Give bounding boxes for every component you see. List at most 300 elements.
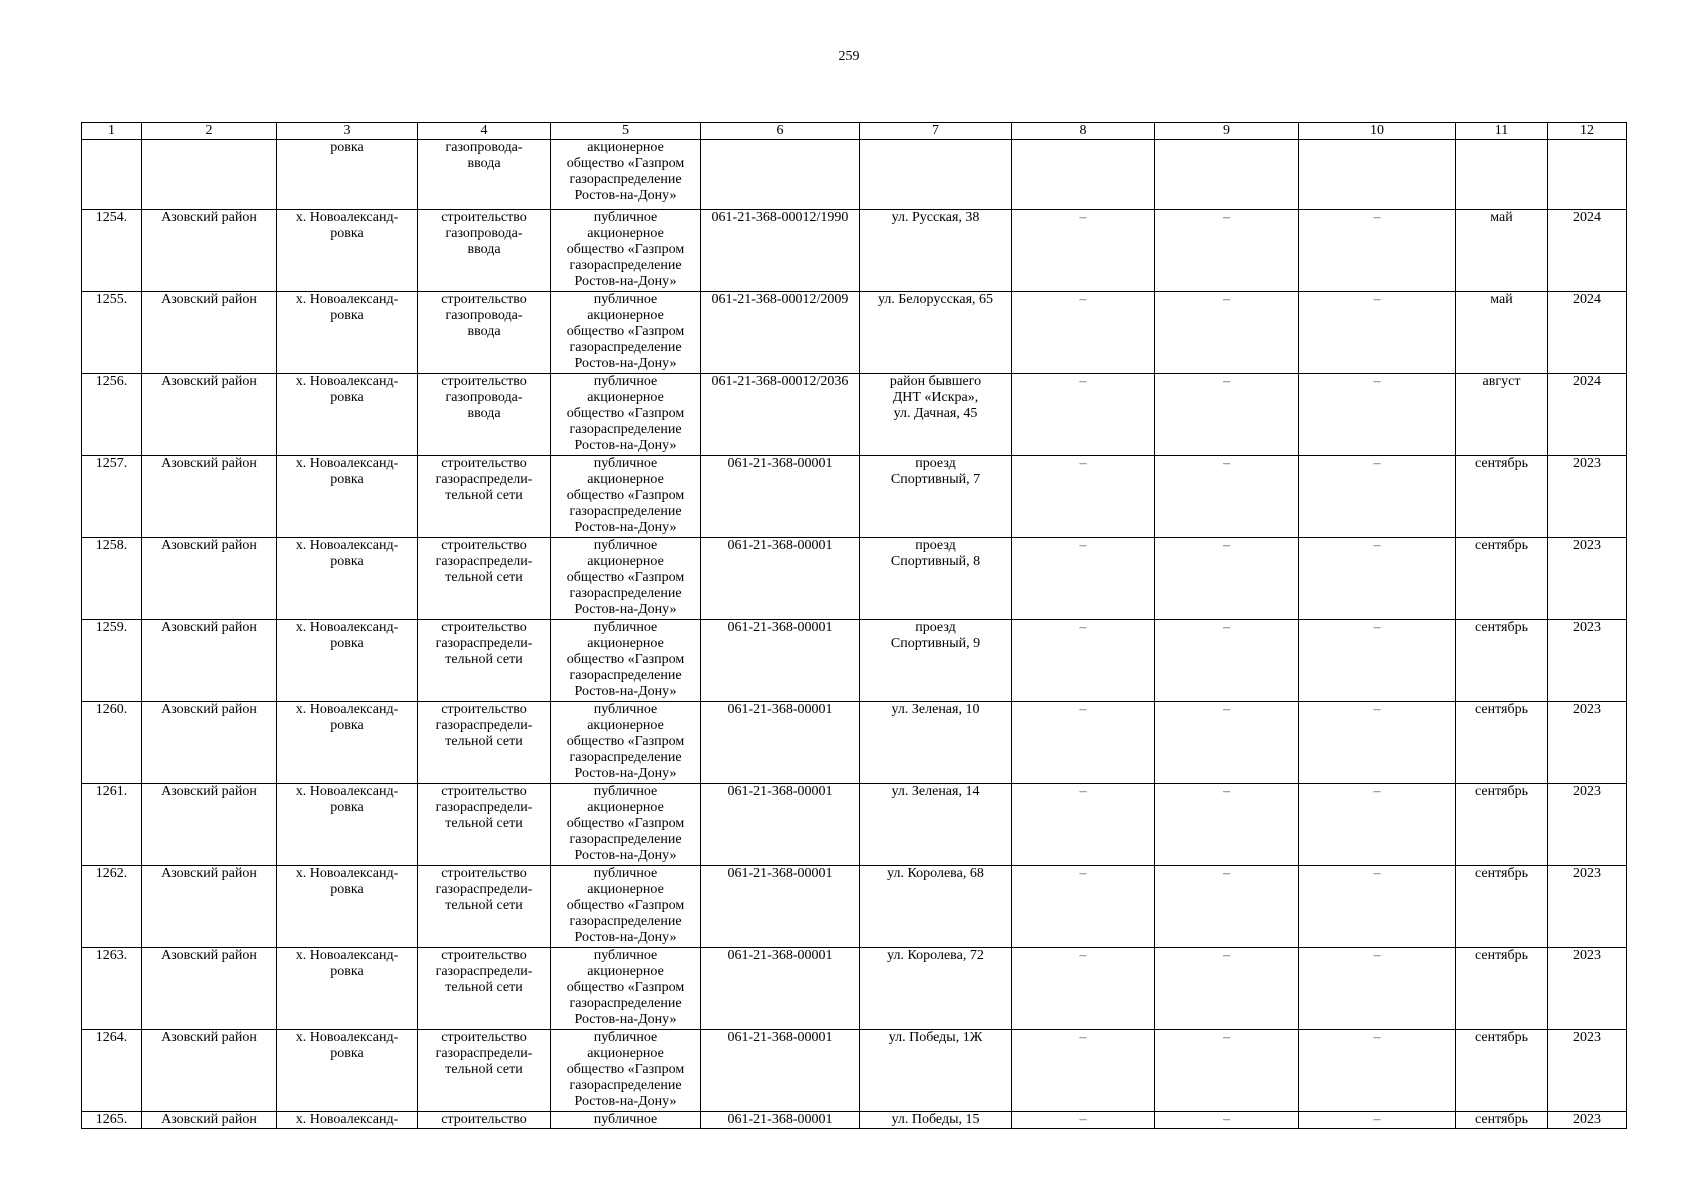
- column-header: 6: [701, 123, 860, 140]
- district-cell: Азовский район: [142, 1112, 277, 1129]
- work-type-cell-line: строительство: [441, 702, 527, 717]
- settlement-cell: [277, 292, 418, 374]
- organization-cell-line: акционерное: [587, 882, 664, 897]
- settlement-cell-line: ровка: [330, 554, 364, 569]
- settlement-cell-line: х. Новоалександ-: [295, 866, 399, 881]
- address-cell-line: проезд: [915, 456, 956, 471]
- work-type-cell-line: газораспредели-: [435, 636, 533, 651]
- table-row: [82, 948, 1627, 1030]
- column-10-cell: –: [1299, 538, 1456, 620]
- work-type-cell-line: строительство: [441, 210, 527, 225]
- organization-cell-line: акционерное: [587, 308, 664, 323]
- work-type-cell-line: тельной сети: [445, 898, 523, 913]
- organization-cell-line: газораспределение: [569, 668, 682, 683]
- column-8-cell: –: [1012, 948, 1155, 1030]
- organization-cell-line: газораспределение: [569, 1078, 682, 1093]
- column-header: 9: [1155, 123, 1299, 140]
- work-type-cell-line: строительство: [441, 374, 527, 389]
- organization-cell-line: акционерное: [587, 226, 664, 241]
- organization-cell: [551, 456, 701, 538]
- organization-cell-line: публичное: [593, 374, 658, 389]
- year-cell: 2024: [1548, 292, 1627, 374]
- settlement-cell: [277, 210, 418, 292]
- table-row: [82, 456, 1627, 538]
- organization-cell-line: общество «Газпром: [566, 1062, 685, 1077]
- work-type-cell-line: ввода: [467, 242, 501, 257]
- settlement-cell-line: х. Новоалександ-: [295, 1112, 399, 1127]
- settlement-cell: [277, 948, 418, 1030]
- column-header: 2: [142, 123, 277, 140]
- organization-cell-line: общество «Газпром: [566, 898, 685, 913]
- address-cell: [860, 866, 1012, 948]
- settlement-cell-line: х. Новоалександ-: [295, 538, 399, 553]
- work-type-cell-line: строительство: [441, 866, 527, 881]
- organization-cell-line: Ростов-на-Дону»: [574, 274, 677, 289]
- address-cell-line: Спортивный, 8: [890, 554, 981, 569]
- work-type-cell-line: газораспредели-: [435, 1046, 533, 1061]
- page-number: 259: [838, 49, 860, 64]
- organization-cell-line: общество «Газпром: [566, 816, 685, 831]
- code-cell: 061-21-368-00001: [701, 620, 860, 702]
- work-type-cell-line: строительство: [441, 948, 527, 963]
- row-number-cell: [82, 140, 142, 210]
- organization-cell-line: Ростов-на-Дону»: [574, 438, 677, 453]
- row-number-cell: 1265.: [82, 1112, 142, 1129]
- address-cell: [860, 948, 1012, 1030]
- column-10-cell: [1299, 140, 1456, 210]
- work-type-cell-line: газопровода-: [445, 226, 523, 241]
- organization-cell: [551, 702, 701, 784]
- organization-cell-line: акционерное: [587, 140, 664, 155]
- row-number-cell: 1261.: [82, 784, 142, 866]
- settlement-cell-line: ровка: [330, 226, 364, 241]
- year-cell: 2024: [1548, 210, 1627, 292]
- work-type-cell-line: строительство: [441, 538, 527, 553]
- organization-cell-line: газораспределение: [569, 258, 682, 273]
- column-10-cell: –: [1299, 456, 1456, 538]
- column-10-cell: –: [1299, 866, 1456, 948]
- settlement-cell-line: х. Новоалександ-: [295, 620, 399, 635]
- organization-cell-line: публичное: [593, 784, 658, 799]
- settlement-cell-line: х. Новоалександ-: [295, 292, 399, 307]
- organization-cell-line: акционерное: [587, 554, 664, 569]
- work-type-cell: [418, 374, 551, 456]
- code-cell: 061-21-368-00001: [701, 538, 860, 620]
- organization-cell-line: акционерное: [587, 800, 664, 815]
- column-10-cell: –: [1299, 1112, 1456, 1129]
- table-row: [82, 1030, 1627, 1112]
- address-cell-line: проезд: [915, 620, 956, 635]
- district-cell: Азовский район: [142, 374, 277, 456]
- column-10-cell: –: [1299, 702, 1456, 784]
- organization-cell-line: публичное: [593, 538, 658, 553]
- column-8-cell: –: [1012, 1030, 1155, 1112]
- organization-cell: [551, 948, 701, 1030]
- work-type-cell-line: газопровода-: [445, 390, 523, 405]
- organization-cell-line: публичное: [593, 702, 658, 717]
- work-type-cell-line: ввода: [467, 324, 501, 339]
- column-8-cell: –: [1012, 374, 1155, 456]
- address-cell: [860, 1112, 1012, 1129]
- organization-cell: [551, 866, 701, 948]
- work-type-cell-line: тельной сети: [445, 980, 523, 995]
- organization-cell-line: газораспределение: [569, 422, 682, 437]
- address-cell: [860, 456, 1012, 538]
- settlement-cell-line: ровка: [330, 882, 364, 897]
- column-8-cell: –: [1012, 620, 1155, 702]
- work-type-cell-line: газопровода-: [445, 140, 523, 155]
- organization-cell-line: общество «Газпром: [566, 324, 685, 339]
- organization-cell-line: акционерное: [587, 472, 664, 487]
- organization-cell-line: Ростов-на-Дону»: [574, 930, 677, 945]
- organization-cell: [551, 374, 701, 456]
- organization-cell: [551, 140, 701, 210]
- settlement-cell-line: х. Новоалександ-: [295, 374, 399, 389]
- work-type-cell-line: строительство: [441, 292, 527, 307]
- month-cell: сентябрь: [1456, 702, 1548, 784]
- column-10-cell: –: [1299, 620, 1456, 702]
- table-row: [82, 1112, 1627, 1129]
- year-cell: 2023: [1548, 1030, 1627, 1112]
- column-header: 12: [1548, 123, 1627, 140]
- column-8-cell: –: [1012, 292, 1155, 374]
- organization-cell: [551, 1112, 701, 1129]
- row-number-cell: 1260.: [82, 702, 142, 784]
- district-cell: Азовский район: [142, 538, 277, 620]
- organization-cell-line: Ростов-на-Дону»: [574, 520, 677, 535]
- year-cell: 2023: [1548, 538, 1627, 620]
- work-type-cell-line: газораспредели-: [435, 964, 533, 979]
- row-number-cell: 1254.: [82, 210, 142, 292]
- address-cell-line: проезд: [915, 538, 956, 553]
- code-cell: 061-21-368-00001: [701, 456, 860, 538]
- code-cell: 061-21-368-00001: [701, 702, 860, 784]
- work-type-cell: [418, 140, 551, 210]
- year-cell: 2023: [1548, 1112, 1627, 1129]
- column-10-cell: –: [1299, 210, 1456, 292]
- organization-cell-line: публичное: [593, 456, 658, 471]
- organization-cell-line: газораспределение: [569, 832, 682, 847]
- work-type-cell-line: строительство: [441, 1030, 527, 1045]
- address-cell: [860, 292, 1012, 374]
- organization-cell: [551, 1030, 701, 1112]
- organization-cell-line: общество «Газпром: [566, 570, 685, 585]
- address-cell: [860, 1030, 1012, 1112]
- organization-cell-line: публичное: [593, 866, 658, 881]
- code-cell: 061-21-368-00001: [701, 1030, 860, 1112]
- column-header: 11: [1456, 123, 1548, 140]
- settlement-cell: [277, 538, 418, 620]
- work-type-cell-line: газораспредели-: [435, 800, 533, 815]
- district-cell: Азовский район: [142, 456, 277, 538]
- address-cell-line: ул. Королева, 72: [887, 948, 984, 963]
- column-header: 5: [551, 123, 701, 140]
- work-type-cell: [418, 702, 551, 784]
- organization-cell-line: публичное: [593, 1030, 658, 1045]
- address-cell-line: ул. Королева, 68: [887, 866, 984, 881]
- column-header: 1: [82, 123, 142, 140]
- work-type-cell-line: тельной сети: [445, 734, 523, 749]
- year-cell: [1548, 140, 1627, 210]
- month-cell: сентябрь: [1456, 456, 1548, 538]
- table-row: [82, 292, 1627, 374]
- column-10-cell: –: [1299, 374, 1456, 456]
- organization-cell-line: общество «Газпром: [566, 488, 685, 503]
- settlement-cell-line: ровка: [330, 390, 364, 405]
- address-cell-line: Спортивный, 7: [890, 472, 981, 487]
- work-type-cell-line: газораспредели-: [435, 718, 533, 733]
- organization-cell-line: Ростов-на-Дону»: [574, 602, 677, 617]
- column-header: 3: [277, 123, 418, 140]
- month-cell: сентябрь: [1456, 866, 1548, 948]
- work-type-cell: [418, 866, 551, 948]
- month-cell: май: [1456, 292, 1548, 374]
- address-cell-line: район бывшего: [889, 374, 982, 389]
- registry-body: [82, 140, 1627, 1129]
- column-9-cell: –: [1155, 374, 1299, 456]
- address-cell: [860, 784, 1012, 866]
- work-type-cell-line: ввода: [467, 156, 501, 171]
- organization-cell-line: общество «Газпром: [566, 242, 685, 257]
- column-8-cell: [1012, 140, 1155, 210]
- organization-cell-line: Ростов-на-Дону»: [574, 1094, 677, 1109]
- organization-cell-line: общество «Газпром: [566, 734, 685, 749]
- organization-cell: [551, 210, 701, 292]
- column-9-cell: –: [1155, 538, 1299, 620]
- settlement-cell-line: ровка: [330, 636, 364, 651]
- organization-cell-line: газораспределение: [569, 914, 682, 929]
- row-number-cell: 1262.: [82, 866, 142, 948]
- organization-cell-line: Ростов-на-Дону»: [574, 848, 677, 863]
- address-cell-line: ул. Белорусская, 65: [877, 292, 994, 307]
- district-cell: [142, 140, 277, 210]
- column-10-cell: –: [1299, 1030, 1456, 1112]
- month-cell: сентябрь: [1456, 620, 1548, 702]
- organization-cell: [551, 292, 701, 374]
- month-cell: май: [1456, 210, 1548, 292]
- column-9-cell: –: [1155, 702, 1299, 784]
- column-10-cell: –: [1299, 292, 1456, 374]
- settlement-cell-line: ровка: [330, 140, 364, 155]
- settlement-cell: [277, 1112, 418, 1129]
- registry-table: [81, 122, 1627, 1129]
- work-type-cell-line: тельной сети: [445, 816, 523, 831]
- organization-cell-line: акционерное: [587, 390, 664, 405]
- column-10-cell: –: [1299, 784, 1456, 866]
- district-cell: Азовский район: [142, 702, 277, 784]
- settlement-cell-line: ровка: [330, 472, 364, 487]
- settlement-cell: [277, 702, 418, 784]
- year-cell: 2023: [1548, 948, 1627, 1030]
- column-9-cell: –: [1155, 948, 1299, 1030]
- address-cell: [860, 374, 1012, 456]
- organization-cell-line: акционерное: [587, 964, 664, 979]
- work-type-cell-line: строительство: [441, 620, 527, 635]
- month-cell: сентябрь: [1456, 784, 1548, 866]
- address-cell: [860, 702, 1012, 784]
- work-type-cell-line: газопровода-: [445, 308, 523, 323]
- address-cell-line: ул. Дачная, 45: [893, 406, 978, 421]
- month-cell: сентябрь: [1456, 948, 1548, 1030]
- organization-cell-line: Ростов-на-Дону»: [574, 188, 677, 203]
- row-number-cell: 1264.: [82, 1030, 142, 1112]
- year-cell: 2023: [1548, 784, 1627, 866]
- year-cell: 2023: [1548, 620, 1627, 702]
- organization-cell-line: акционерное: [587, 718, 664, 733]
- column-9-cell: –: [1155, 620, 1299, 702]
- work-type-cell-line: тельной сети: [445, 488, 523, 503]
- organization-cell-line: общество «Газпром: [566, 156, 685, 171]
- column-10-cell: –: [1299, 948, 1456, 1030]
- table-row: [82, 620, 1627, 702]
- settlement-cell: [277, 866, 418, 948]
- work-type-cell-line: газораспредели-: [435, 472, 533, 487]
- organization-cell-line: публичное: [593, 1112, 658, 1127]
- work-type-cell-line: строительство: [441, 456, 527, 471]
- settlement-cell: [277, 620, 418, 702]
- row-number-cell: 1258.: [82, 538, 142, 620]
- column-8-cell: –: [1012, 784, 1155, 866]
- year-cell: 2023: [1548, 456, 1627, 538]
- code-cell: 061-21-368-00001: [701, 948, 860, 1030]
- year-cell: 2023: [1548, 866, 1627, 948]
- organization-cell-line: газораспределение: [569, 586, 682, 601]
- organization-cell-line: публичное: [593, 292, 658, 307]
- organization-cell-line: газораспределение: [569, 340, 682, 355]
- organization-cell: [551, 620, 701, 702]
- month-cell: сентябрь: [1456, 538, 1548, 620]
- address-cell-line: ул. Победы, 15: [891, 1112, 980, 1127]
- organization-cell-line: общество «Газпром: [566, 406, 685, 421]
- settlement-cell-line: ровка: [330, 964, 364, 979]
- organization-cell-line: акционерное: [587, 1046, 664, 1061]
- settlement-cell-line: ровка: [330, 308, 364, 323]
- table-row: [82, 210, 1627, 292]
- settlement-cell: [277, 374, 418, 456]
- settlement-cell-line: ровка: [330, 718, 364, 733]
- table-row: [82, 702, 1627, 784]
- work-type-cell-line: газораспредели-: [435, 554, 533, 569]
- code-cell: 061-21-368-00001: [701, 784, 860, 866]
- work-type-cell: [418, 1112, 551, 1129]
- district-cell: Азовский район: [142, 1030, 277, 1112]
- column-header: 8: [1012, 123, 1155, 140]
- code-cell: 061-21-368-00012/2036: [701, 374, 860, 456]
- organization-cell-line: Ростов-на-Дону»: [574, 356, 677, 371]
- settlement-cell-line: х. Новоалександ-: [295, 784, 399, 799]
- table-row: [82, 538, 1627, 620]
- settlement-cell-line: х. Новоалександ-: [295, 210, 399, 225]
- address-cell: [860, 210, 1012, 292]
- address-cell-line: ул. Зеленая, 10: [891, 702, 980, 717]
- work-type-cell-line: тельной сети: [445, 570, 523, 585]
- settlement-cell-line: х. Новоалександ-: [295, 948, 399, 963]
- work-type-cell: [418, 292, 551, 374]
- organization-cell-line: газораспределение: [569, 750, 682, 765]
- district-cell: Азовский район: [142, 784, 277, 866]
- column-9-cell: –: [1155, 456, 1299, 538]
- settlement-cell: [277, 784, 418, 866]
- address-cell-line: ул. Победы, 1Ж: [888, 1030, 983, 1045]
- organization-cell-line: публичное: [593, 948, 658, 963]
- column-header: 10: [1299, 123, 1456, 140]
- column-8-cell: –: [1012, 702, 1155, 784]
- settlement-cell-line: х. Новоалександ-: [295, 456, 399, 471]
- settlement-cell: [277, 1030, 418, 1112]
- column-9-cell: –: [1155, 784, 1299, 866]
- code-cell: [701, 140, 860, 210]
- code-cell: 061-21-368-00012/1990: [701, 210, 860, 292]
- column-8-cell: –: [1012, 866, 1155, 948]
- address-cell-line: ДНТ «Искра»,: [892, 390, 979, 405]
- table-row: [82, 140, 1627, 210]
- column-9-cell: –: [1155, 866, 1299, 948]
- address-cell: [860, 620, 1012, 702]
- month-cell: [1456, 140, 1548, 210]
- column-9-cell: –: [1155, 1112, 1299, 1129]
- address-cell-line: Спортивный, 9: [890, 636, 981, 651]
- row-number-cell: 1256.: [82, 374, 142, 456]
- row-number-cell: 1259.: [82, 620, 142, 702]
- row-number-cell: 1257.: [82, 456, 142, 538]
- column-header: 4: [418, 123, 551, 140]
- column-9-cell: [1155, 140, 1299, 210]
- address-cell: [860, 140, 1012, 210]
- year-cell: 2024: [1548, 374, 1627, 456]
- column-8-cell: –: [1012, 210, 1155, 292]
- organization-cell: [551, 538, 701, 620]
- row-number-cell: 1263.: [82, 948, 142, 1030]
- organization-cell-line: газораспределение: [569, 172, 682, 187]
- address-cell: [860, 538, 1012, 620]
- work-type-cell: [418, 538, 551, 620]
- organization-cell-line: общество «Газпром: [566, 980, 685, 995]
- row-number-cell: 1255.: [82, 292, 142, 374]
- district-cell: Азовский район: [142, 210, 277, 292]
- organization-cell: [551, 784, 701, 866]
- work-type-cell: [418, 1030, 551, 1112]
- organization-cell-line: общество «Газпром: [566, 652, 685, 667]
- table-row: [82, 866, 1627, 948]
- organization-cell-line: Ростов-на-Дону»: [574, 684, 677, 699]
- table-row: [82, 784, 1627, 866]
- settlement-cell-line: ровка: [330, 800, 364, 815]
- column-9-cell: –: [1155, 1030, 1299, 1112]
- code-cell: 061-21-368-00001: [701, 866, 860, 948]
- organization-cell-line: Ростов-на-Дону»: [574, 1012, 677, 1027]
- settlement-cell-line: х. Новоалександ-: [295, 702, 399, 717]
- address-cell-line: ул. Зеленая, 14: [891, 784, 980, 799]
- district-cell: Азовский район: [142, 866, 277, 948]
- work-type-cell: [418, 456, 551, 538]
- settlement-cell: [277, 456, 418, 538]
- table-row: [82, 374, 1627, 456]
- work-type-cell-line: ввода: [467, 406, 501, 421]
- column-8-cell: –: [1012, 1112, 1155, 1129]
- organization-cell-line: Ростов-на-Дону»: [574, 766, 677, 781]
- organization-cell-line: акционерное: [587, 636, 664, 651]
- month-cell: сентябрь: [1456, 1030, 1548, 1112]
- district-cell: Азовский район: [142, 292, 277, 374]
- address-cell-line: ул. Русская, 38: [891, 210, 980, 225]
- settlement-cell-line: х. Новоалександ-: [295, 1030, 399, 1045]
- work-type-cell: [418, 210, 551, 292]
- work-type-cell-line: строительство: [441, 1112, 527, 1127]
- work-type-cell: [418, 948, 551, 1030]
- settlement-cell: [277, 140, 418, 210]
- settlement-cell-line: ровка: [330, 1046, 364, 1061]
- column-8-cell: –: [1012, 456, 1155, 538]
